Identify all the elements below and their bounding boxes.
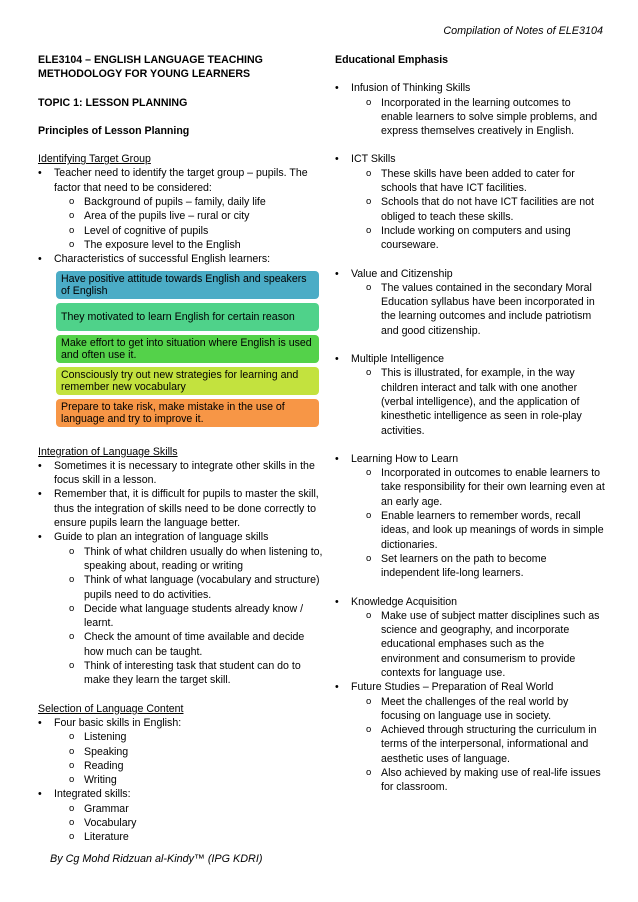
sub-list bbox=[54, 730, 323, 787]
sub-item: o Incorporated in outcomes to enable learners to take responsibility for their own learning even at an early age. bbox=[351, 466, 605, 509]
sub-item: o Also achieved by making use of real-life issues for classroom. bbox=[351, 766, 605, 795]
sub-item: o Think of interesting task that student can do to make they learn the target skill. bbox=[54, 659, 323, 688]
sub-item: o Include working on computers and using courseware. bbox=[351, 224, 605, 253]
characteristic-box: Have positive attitude towards English and speakers of English bbox=[56, 271, 319, 299]
sub-list bbox=[54, 195, 323, 252]
emphasis-item: • Knowledge Acquisition o Make use of subject matter disciplines such as science and geography, and incorporate educational emphases such as the environment and consumerism to provide contexts for language use. bbox=[335, 595, 605, 681]
left-column bbox=[38, 53, 323, 845]
page-footer: By Cg Mohd Ridzuan al-Kindy™ (IPG KDRI) bbox=[50, 853, 263, 865]
sub-item: o Achieved through structuring the curriculum in terms of the interpersonal, informational and aesthetic uses of language. bbox=[351, 723, 605, 766]
emphasis-item: • Infusion of Thinking Skills o Incorporated in the learning outcomes to enable learners to solve simple problems, and express themselves creatively in English. bbox=[335, 81, 605, 138]
sub-item: o The values contained in the secondary Moral Education syllabus have been incorporated in the learning outcomes and include patriotism and good citizenship. bbox=[351, 281, 605, 338]
identifying-list bbox=[38, 166, 323, 266]
emphasis-list bbox=[335, 81, 605, 794]
principles-heading: Principles of Lesson Planning bbox=[38, 124, 190, 137]
sub-item: o Incorporated in the learning outcomes to enable learners to solve simple problems, and express themselves creatively in English. bbox=[351, 96, 605, 139]
characteristic-box: Make effort to get into situation where English is used and often use it. bbox=[56, 335, 319, 363]
sub-item: o Literature bbox=[54, 830, 323, 844]
emphasis-item: • Value and Citizenship o The values contained in the secondary Moral Education syllabus have been incorporated in the learning outcomes and include patriotism and good citizenship. bbox=[335, 267, 605, 338]
sub-item: o Schools that do not have ICT facilities are not obliged to teach these skills. bbox=[351, 195, 605, 224]
integration-list bbox=[38, 459, 323, 688]
sub-item: o Writing bbox=[54, 773, 323, 787]
sub-list bbox=[351, 281, 605, 338]
identifying-heading: Identifying Target Group bbox=[38, 153, 151, 166]
sub-item: o The exposure level to the English bbox=[54, 238, 323, 252]
list-item: • Integrated skills: o Grammar o Vocabulary o Literature bbox=[38, 787, 323, 844]
selection-heading: Selection of Language Content bbox=[38, 702, 184, 715]
list-item: • Characteristics of successful English learners: bbox=[38, 252, 323, 266]
sub-item: o This is illustrated, for example, in the way children interact and talk with one another (verbal intelligence), and the application of kinesthetic intelligence as seen in role-play activities. bbox=[351, 366, 605, 437]
sub-item: o Meet the challenges of the real world by focusing on language use in society. bbox=[351, 695, 605, 724]
characteristic-box: Consciously try out new strategies for learning and remember new vocabulary bbox=[56, 367, 319, 395]
sub-item: o Enable learners to remember words, recall ideas, and look up meanings of words in simple dictionaries. bbox=[351, 509, 605, 552]
sub-list bbox=[351, 695, 605, 795]
sub-item: o Make use of subject matter disciplines such as science and geography, and incorporate educational emphases such as the environment and consumerism to provide contexts for language use. bbox=[351, 609, 605, 680]
sub-list bbox=[351, 96, 605, 139]
sub-list bbox=[54, 802, 323, 845]
sub-list bbox=[351, 466, 605, 580]
course-title: ELE3104 – ENGLISH LANGUAGE TEACHING METHODOLOGY FOR YOUNG LEARNERS bbox=[38, 54, 263, 81]
characteristic-box: Prepare to take risk, make mistake in the use of language and try to improve it. bbox=[56, 399, 319, 427]
selection-list bbox=[38, 716, 323, 845]
sub-item: o Check the amount of time available and decide how much can be taught. bbox=[54, 630, 323, 659]
sub-item: o Background of pupils – family, daily life bbox=[54, 195, 323, 209]
characteristic-box: They motivated to learn English for certain reason bbox=[56, 303, 319, 331]
integration-heading: Integration of Language Skills bbox=[38, 445, 178, 458]
list-item: • Teacher need to identify the target group – pupils. The factor that need to be considered: o Background of pupils – family, daily life o Area of the pupils live – rural or city o Level of cognitive of pupils o The exposure level to the English bbox=[38, 166, 323, 252]
list-item: • Sometimes it is necessary to integrate other skills in the focus skill in a lesson. bbox=[38, 459, 323, 488]
page-header: Compilation of Notes of ELE3104 bbox=[443, 25, 603, 37]
sub-item: o Speaking bbox=[54, 745, 323, 759]
sub-item: o Decide what language students already know / learnt. bbox=[54, 602, 323, 631]
sub-item: o Listening bbox=[54, 730, 323, 744]
sub-item: o These skills have been added to cater for schools that have ICT facilities. bbox=[351, 167, 605, 196]
emphasis-item: • Learning How to Learn o Incorporated in outcomes to enable learners to take responsibility for their own learning even at an early age. o Enable learners to remember words, recall ideas, and look up meanings of words in simple dictionaries. o Set learners on the path to become independent life-long learners. bbox=[335, 452, 605, 581]
topic-title: TOPIC 1: LESSON PLANNING bbox=[38, 96, 188, 109]
list-item: • Four basic skills in English: o Listening o Speaking o Reading o Writing bbox=[38, 716, 323, 787]
sub-item: o Vocabulary bbox=[54, 816, 323, 830]
sub-item: o Think of what language (vocabulary and structure) pupils need to do activities. bbox=[54, 573, 323, 602]
sub-item: o Grammar bbox=[54, 802, 323, 816]
emphasis-item: • ICT Skills o These skills have been added to cater for schools that have ICT facilities. o Schools that do not have ICT facilities are not obliged to teach these skills. o Include working on computers and using courseware. bbox=[335, 152, 605, 252]
sub-list bbox=[351, 609, 605, 680]
educational-emphasis-heading: Educational Emphasis bbox=[335, 54, 449, 66]
list-item: • Remember that, it is difficult for pupils to master the skill, thus the integration of skills need to be done correctly to ensure pupils learn the language better. bbox=[38, 487, 323, 530]
sub-item: o Level of cognitive of pupils bbox=[54, 224, 323, 238]
sub-list bbox=[351, 366, 605, 437]
sub-list bbox=[54, 545, 323, 688]
list-item: • Guide to plan an integration of language skills o Think of what children usually do when listening to, speaking about, reading or writing o Think of what language (vocabulary and structure) pupils need to do activities. o Decide what language students already know / learnt. o Check the amount of time available and decide how much can be taught. o Think of interesting task that student can do to make they learn the target skill. bbox=[38, 530, 323, 687]
right-column bbox=[335, 53, 605, 795]
sub-item: o Think of what children usually do when listening to, speaking about, reading or writing bbox=[54, 545, 323, 574]
sub-item: o Reading bbox=[54, 759, 323, 773]
sub-list bbox=[351, 167, 605, 253]
learner-characteristics bbox=[56, 271, 319, 427]
sub-item: o Set learners on the path to become independent life-long learners. bbox=[351, 552, 605, 581]
sub-item: o Area of the pupils live – rural or city bbox=[54, 209, 323, 223]
emphasis-item: • Multiple Intelligence o This is illustrated, for example, in the way children interact and talk with one another (verbal intelligence), and the application of kinesthetic intelligence as seen in role-play activities. bbox=[335, 352, 605, 438]
emphasis-item: • Future Studies – Preparation of Real World o Meet the challenges of the real world by focusing on language use in society. o Achieved through structuring the curriculum in terms of the interpersonal, informational and aesthetic uses of language. o Also achieved by making use of real-life issues for classroom. bbox=[335, 680, 605, 794]
